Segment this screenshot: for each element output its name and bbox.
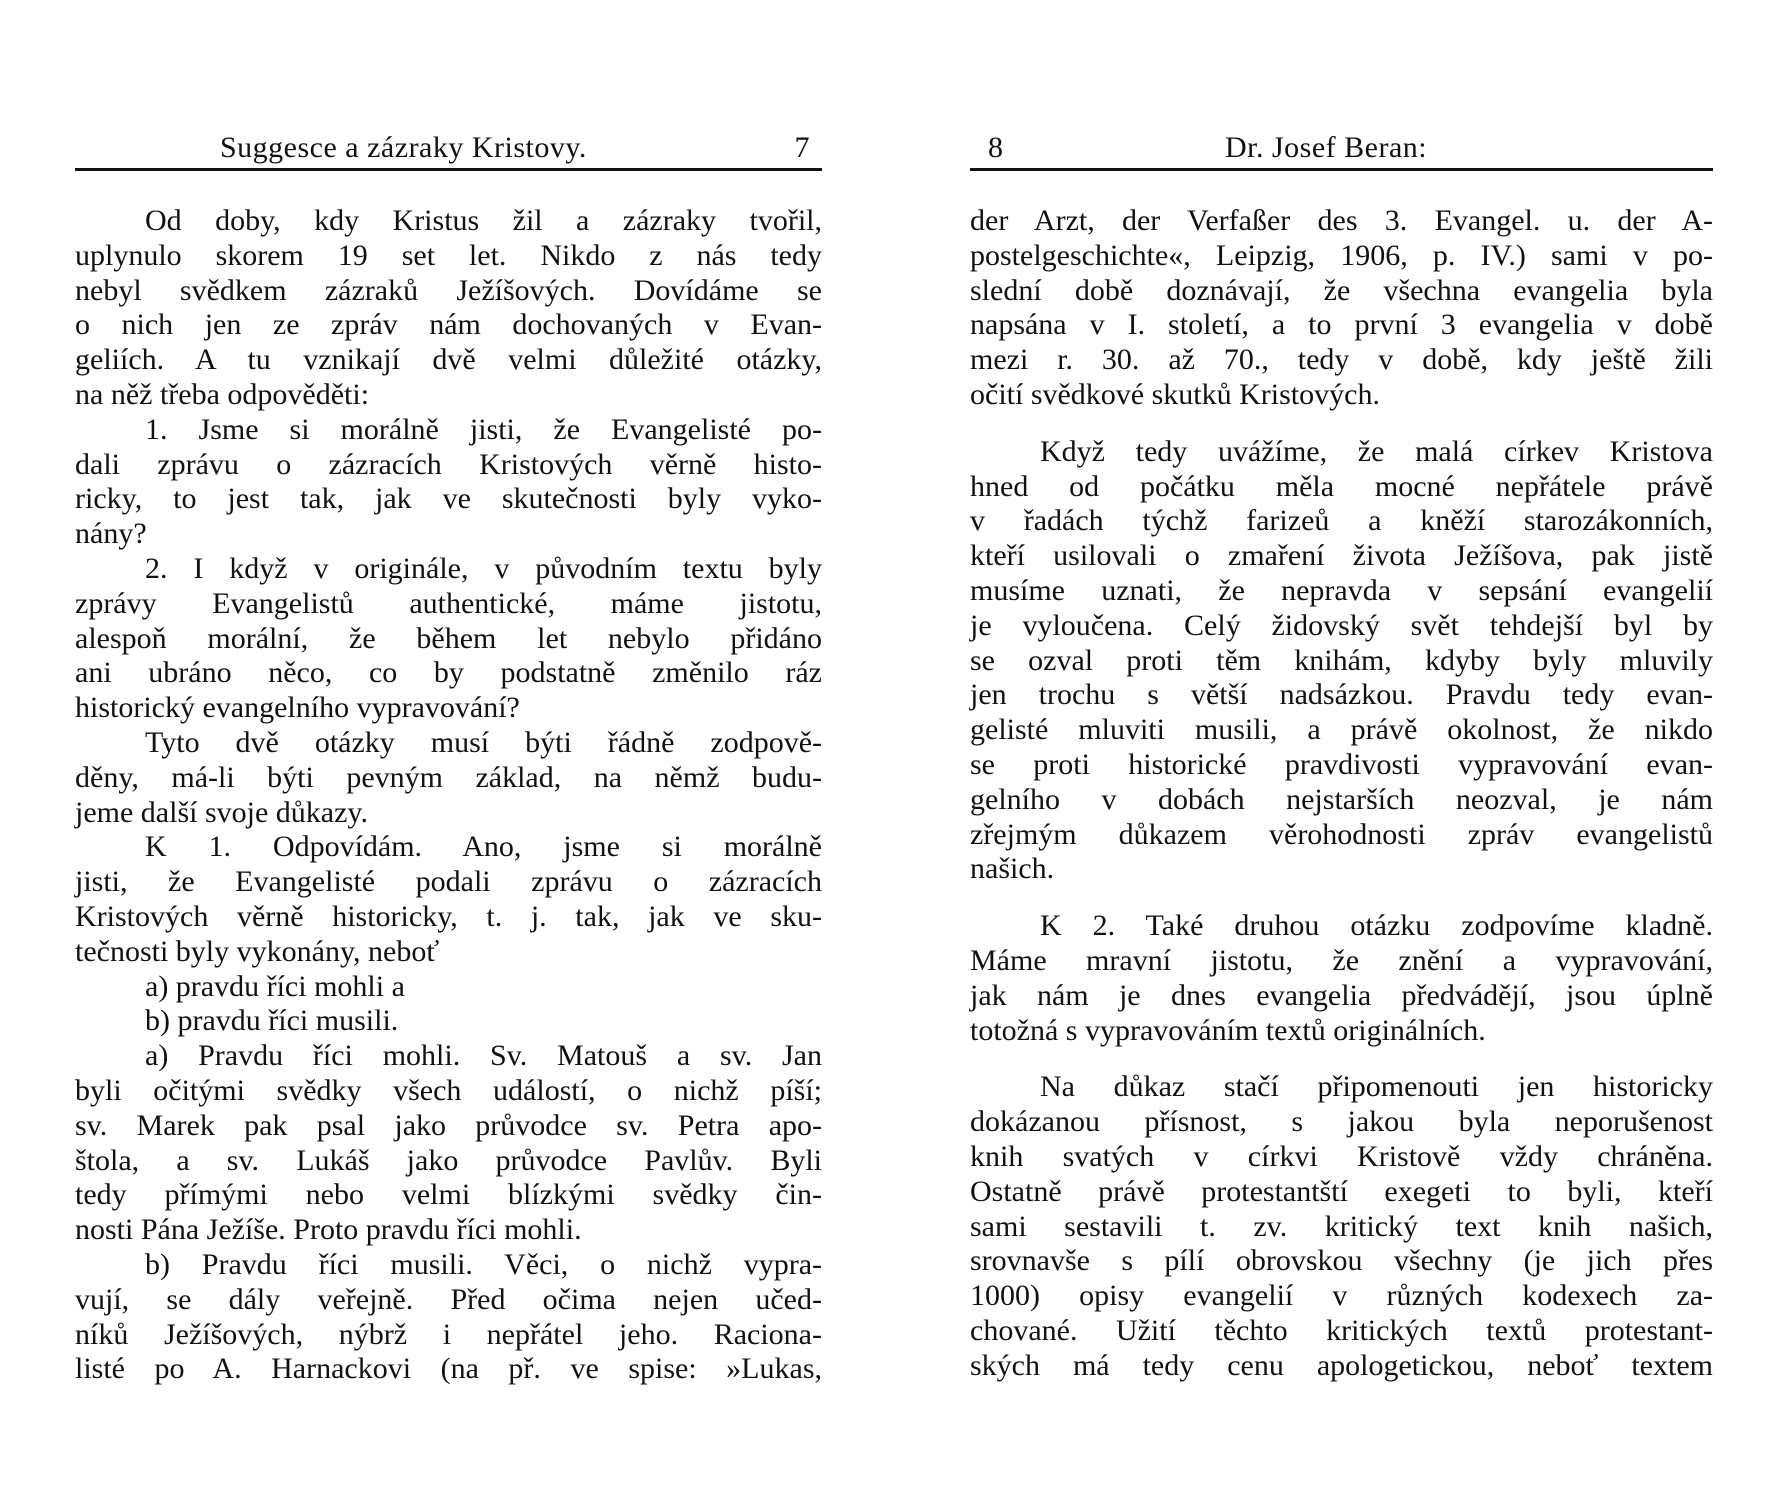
text-line: mezi r. 30. až 70., tedy v době, kdy ještě žili bbox=[970, 343, 1713, 377]
text-line: štola, a sv. Lukáš jako průvodce Pavlův. Byli bbox=[75, 1143, 822, 1177]
text-line: jeme další svoje důkazy. bbox=[75, 795, 368, 829]
text-line: Když tedy uvážíme, že malá církev Kristova bbox=[1040, 434, 1713, 468]
text-line: ských má tedy cenu apologetickou, neboť textem bbox=[970, 1348, 1713, 1382]
text-line: dokázanou přísnost, s jakou byla neporušenost bbox=[970, 1105, 1713, 1139]
text-line: b) Pravdu říci musili. Věci, o nichž vypra- bbox=[145, 1247, 822, 1281]
text-line: kteří usilovali o zmaření života Ježíšova, pak jistě bbox=[970, 539, 1713, 573]
text-line: se ozval proti těm knihám, kdyby byly mluvily bbox=[970, 643, 1713, 677]
list-item-b bbox=[75, 1004, 822, 1039]
text-line: očití svědkové skutků Kristových. bbox=[970, 377, 1380, 411]
text-line: ricky, to jest tak, jak ve skutečnosti byly vyko- bbox=[75, 482, 822, 516]
text-line: b) pravdu říci musili. bbox=[145, 1004, 399, 1038]
text-line: srovnavše s pílí obrovskou všechny (je jich přes bbox=[970, 1244, 1713, 1278]
text-line: napsána v I. století, a to první 3 evangelia v době bbox=[970, 308, 1713, 342]
text-line: jen trochu s větší nadsázkou. Pravdu tedy evan- bbox=[970, 678, 1713, 712]
text-line: sv. Marek pak psal jako průvodce sv. Petra apo- bbox=[75, 1108, 822, 1142]
text-line: uplynulo skorem 19 set let. Nikdo z nás tedy bbox=[75, 238, 822, 272]
running-head-title: Suggesce a zázraky Kristovy. bbox=[220, 131, 587, 164]
text-line: jak nám je dnes evangelia předvádějí, jsou úplně bbox=[970, 978, 1713, 1012]
text-line: gelisté mluviti musili, a právě okolnost, že nikdo bbox=[970, 713, 1713, 747]
text-line: K 1. Odpovídám. Ano, jsme si morálně bbox=[145, 830, 822, 864]
text-line: dali zprávu o zázracích Kristových věrně histo- bbox=[75, 447, 822, 481]
left-page bbox=[75, 0, 822, 1500]
text-line: Na důkaz stačí připomenouti jen historicky bbox=[1040, 1070, 1713, 1104]
text-line: Ostatně právě protestantští exegeti to byli, kteří bbox=[970, 1174, 1713, 1208]
question-2 bbox=[75, 552, 822, 726]
text-line: Od doby, kdy Kristus žil a zázraky tvořil, bbox=[145, 204, 822, 237]
right-page bbox=[970, 0, 1713, 1500]
text-line: 1000) opisy evangelií v různých kodexech za- bbox=[970, 1279, 1713, 1313]
text-line: historický evangelního vypravování? bbox=[75, 691, 520, 725]
text-line: zřejmým důkazem věrohodnosti zpráv evangelistů bbox=[970, 817, 1713, 851]
header-rule bbox=[75, 168, 822, 171]
page-body bbox=[75, 204, 822, 1387]
text-line: slední době doznávají, že všechna evangelia byla bbox=[970, 273, 1713, 307]
text-line: knih svatých v církvi Kristově vždy chráněna. bbox=[970, 1139, 1713, 1173]
list-item-a bbox=[75, 970, 822, 1005]
page-number: 8 bbox=[988, 131, 1004, 164]
text-line: nány? bbox=[75, 517, 147, 551]
text-line: se proti historické pravdivosti vypravování evan- bbox=[970, 747, 1713, 781]
text-line: a) Pravdu říci mohli. Sv. Matouš a sv. Jan bbox=[145, 1039, 822, 1073]
text-line: chované. Užití těchto kritických textů protestant- bbox=[970, 1313, 1713, 1347]
text-line: tečnosti byly vykonány, neboť bbox=[75, 934, 440, 968]
text-line: Kristových věrně historicky, t. j. tak, jak ve sku- bbox=[75, 899, 822, 933]
text-line: děny, má-li býti pevným základ, na němž budu- bbox=[75, 760, 822, 794]
text-line: postelgeschichte«, Leipzig, 1906, p. IV.) sami v po- bbox=[970, 238, 1713, 272]
text-line: byli očitými svědky všech událostí, o nichž píší; bbox=[75, 1073, 822, 1107]
text-line: geliích. A tu vznikají dvě velmi důležité otázky, bbox=[75, 343, 822, 377]
text-line: o nich jen ze zpráv nám dochovaných v Evan- bbox=[75, 308, 822, 342]
text-line: tedy přímými nebo velmi blízkými svědky čin- bbox=[75, 1178, 822, 1212]
text-line: nebyl svědkem zázraků Ježíšových. Dovídáme se bbox=[75, 273, 822, 307]
text-line: v řadách týchž farizeů a kněží starozákonních, bbox=[970, 504, 1713, 538]
text-line: Tyto dvě otázky musí býti řádně zodpově- bbox=[145, 725, 822, 759]
text-line: na něž třeba odpověděti: bbox=[75, 377, 370, 411]
text-line: alespoň morální, že během let nebylo přidáno bbox=[75, 621, 822, 655]
section-b bbox=[75, 1248, 822, 1387]
answer-1 bbox=[75, 830, 822, 969]
question-1 bbox=[75, 413, 822, 552]
text-line: nosti Pána Ježíše. Proto pravdu říci mohli. bbox=[75, 1213, 582, 1247]
text-line: ani ubráno něco, co by podstatně změnilo ráz bbox=[75, 656, 822, 690]
page-number: 7 bbox=[794, 131, 810, 164]
text-line: musíme uznati, že nepravda v sepsání evangelií bbox=[970, 573, 1713, 607]
section-a bbox=[75, 1039, 822, 1248]
text-line: našich. bbox=[970, 852, 1055, 886]
paragraph bbox=[75, 726, 822, 830]
running-head-title: Dr. Josef Beran: bbox=[1225, 131, 1428, 164]
text-line: totožná s vypravováním textů originálních. bbox=[970, 1013, 1486, 1047]
text-line: je vyloučena. Celý židovský svět tehdejší byl by bbox=[970, 608, 1713, 642]
running-head bbox=[970, 128, 1713, 168]
text-line: listé po A. Harnackovi (na př. ve spise: »Lukas, bbox=[75, 1352, 822, 1386]
text-line: 2. I když v originále, v původním textu byly bbox=[145, 551, 822, 585]
paragraph bbox=[970, 1070, 1713, 1383]
text-line: sami sestavili t. zv. kritický text knih našich, bbox=[970, 1209, 1713, 1243]
text-line: jisti, že Evangelisté podali zprávu o zázracích bbox=[75, 865, 822, 899]
text-line: gelního v dobách nejstarších neozval, je nám bbox=[970, 782, 1713, 816]
text-line: K 2. Také druhou otázku zodpovíme kladně. bbox=[1040, 909, 1713, 943]
text-line: Máme mravní jistotu, že znění a vypravování, bbox=[970, 943, 1713, 977]
page-body bbox=[970, 204, 1713, 1384]
text-line: zprávy Evangelistů authentické, máme jistotu, bbox=[75, 586, 822, 620]
text-line: vují, se dály veřejně. Před očima nejen učed- bbox=[75, 1282, 822, 1316]
text-line: níků Ježíšových, nýbrž i nepřátel jeho. Raciona- bbox=[75, 1317, 822, 1351]
answer-2 bbox=[970, 909, 1713, 1048]
paragraph bbox=[970, 204, 1713, 413]
text-line: der Arzt, der Verfaßer des 3. Evangel. u. der A- bbox=[970, 204, 1713, 237]
text-line: a) pravdu říci mohli a bbox=[145, 969, 405, 1003]
paragraph bbox=[75, 204, 822, 413]
header-rule bbox=[970, 168, 1713, 171]
paragraph bbox=[970, 435, 1713, 887]
text-line: 1. Jsme si morálně jisti, že Evangelisté po- bbox=[145, 412, 822, 446]
running-head bbox=[75, 128, 822, 168]
text-line: hned od počátku měla mocné nepřátele právě bbox=[970, 469, 1713, 503]
